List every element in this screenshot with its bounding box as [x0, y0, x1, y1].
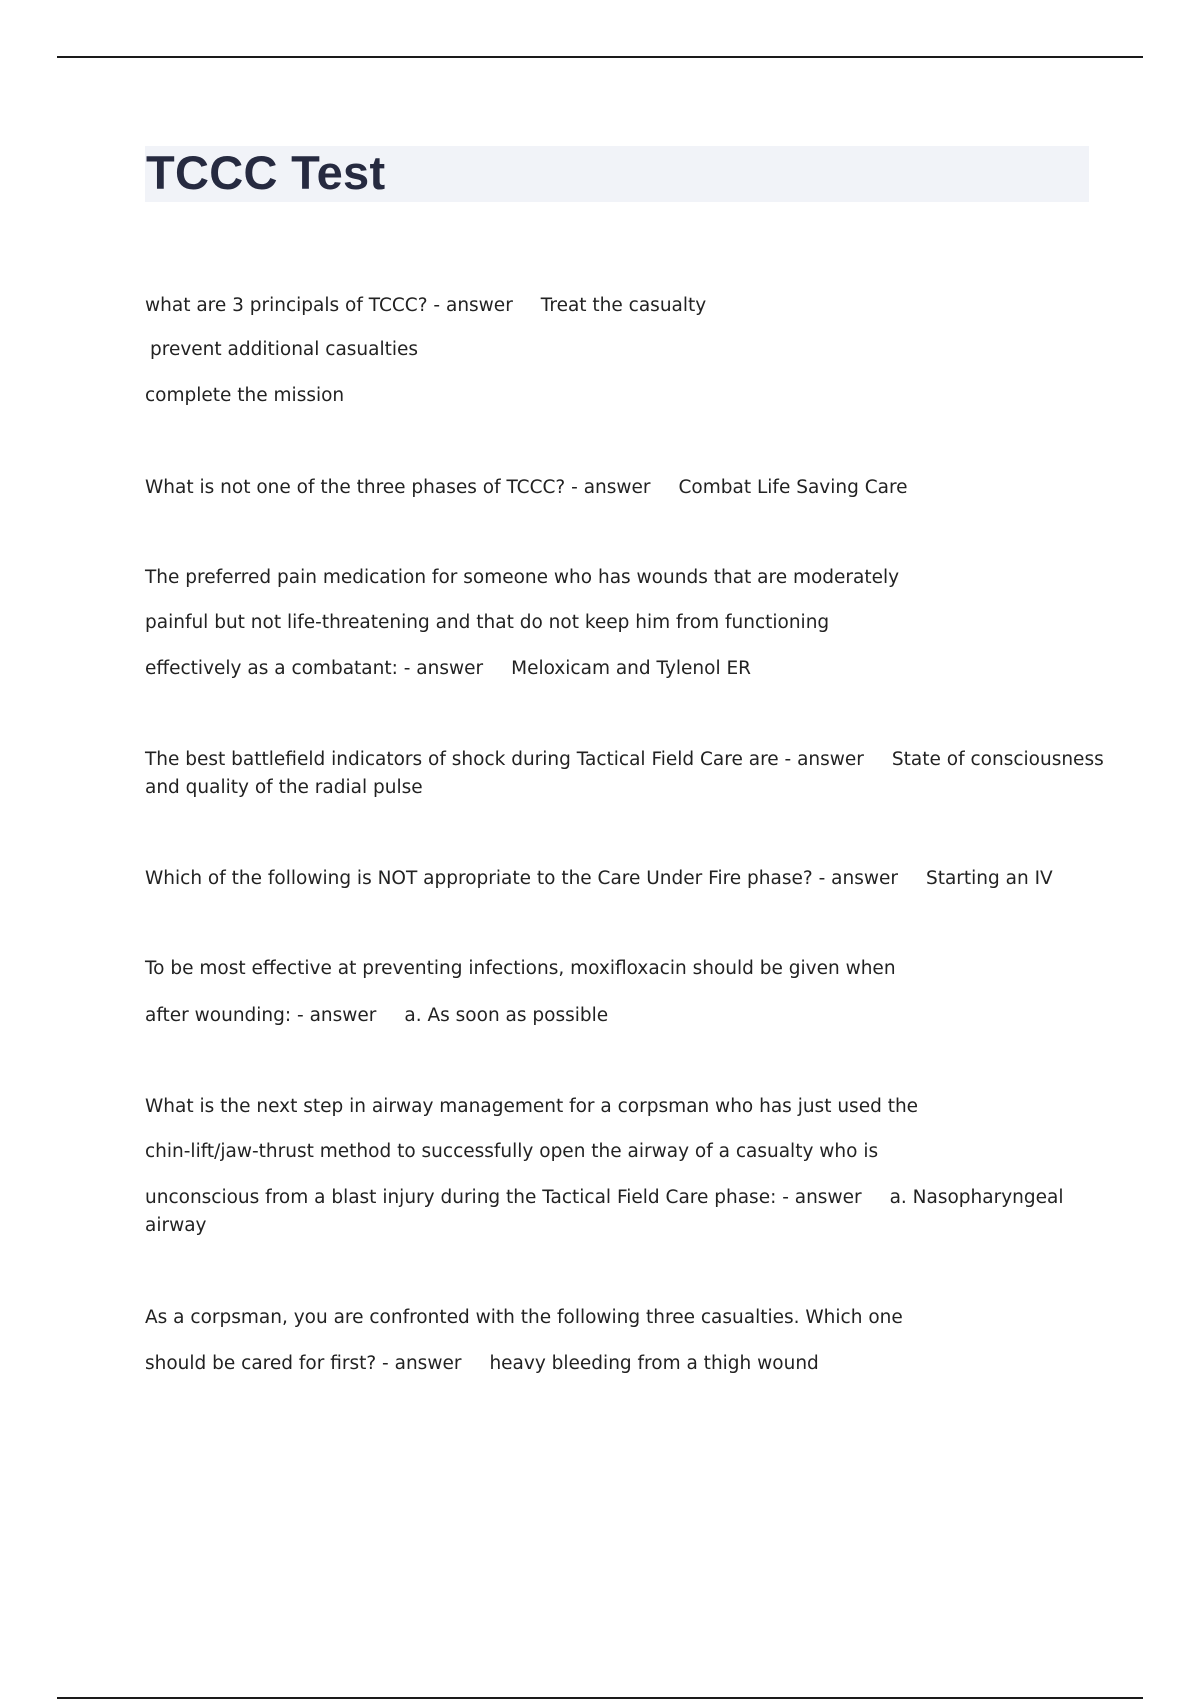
question-text: what are 3 principals of TCCC? - answer	[145, 295, 513, 316]
qa-line	[145, 1350, 819, 1378]
question-text: The best battlefield indicators of shock during Tactical Field Care are - answer	[145, 749, 864, 770]
qa-line	[145, 1002, 608, 1030]
answer-text: Combat Life Saving Care	[678, 477, 908, 498]
answer-text: complete the mission	[145, 385, 345, 406]
qa-line	[145, 474, 908, 502]
answer-text: Meloxicam and Tylenol ER	[511, 658, 752, 679]
question-text: unconscious from a blast injury during the Tactical Field Care phase: - answer	[145, 1187, 862, 1208]
question-text: should be cared for first? - answer	[145, 1353, 462, 1374]
answer-text: State of consciousness	[891, 749, 1104, 770]
bottom-rule	[57, 1697, 1143, 1699]
question-text: Which of the following is NOT appropriate to the Care Under Fire phase? - answer	[145, 868, 898, 889]
question-text: after wounding: - answer	[145, 1005, 377, 1026]
answer-text: prevent additional casualties	[150, 339, 419, 360]
qa-line	[145, 1184, 1064, 1212]
answer-text: airway	[145, 1215, 207, 1236]
answer-text: heavy bleeding from a thigh wound	[489, 1353, 819, 1374]
top-rule	[57, 56, 1143, 58]
answer-text: a. As soon as possible	[404, 1005, 609, 1026]
answer-text: a. Nasopharyngeal	[889, 1187, 1064, 1208]
qa-line	[145, 292, 706, 320]
answer-text: Starting an IV	[925, 868, 1053, 889]
qa-line	[145, 655, 751, 683]
question-text: What is the next step in airway management for a corpsman who has just used the	[145, 1096, 919, 1117]
question-text: To be most effective at preventing infections, moxifloxacin should be given when	[145, 958, 896, 979]
page-title: TCCC Test	[146, 146, 386, 199]
question-text: chin-lift/jaw-thrust method to successfully open the airway of a casualty who is	[145, 1141, 879, 1162]
answer-text: and quality of the radial pulse	[145, 777, 423, 798]
qa-line	[145, 746, 1104, 774]
question-text: effectively as a combatant: - answer	[145, 658, 484, 679]
qa-line	[145, 865, 1053, 893]
question-text: As a corpsman, you are confronted with the following three casualties. Which one	[145, 1307, 903, 1328]
question-text: What is not one of the three phases of TCCC? - answer	[145, 477, 651, 498]
question-text: painful but not life-threatening and that do not keep him from functioning	[145, 612, 830, 633]
question-text: The preferred pain medication for someone who has wounds that are moderately	[145, 567, 900, 588]
answer-text: Treat the casualty	[540, 295, 707, 316]
